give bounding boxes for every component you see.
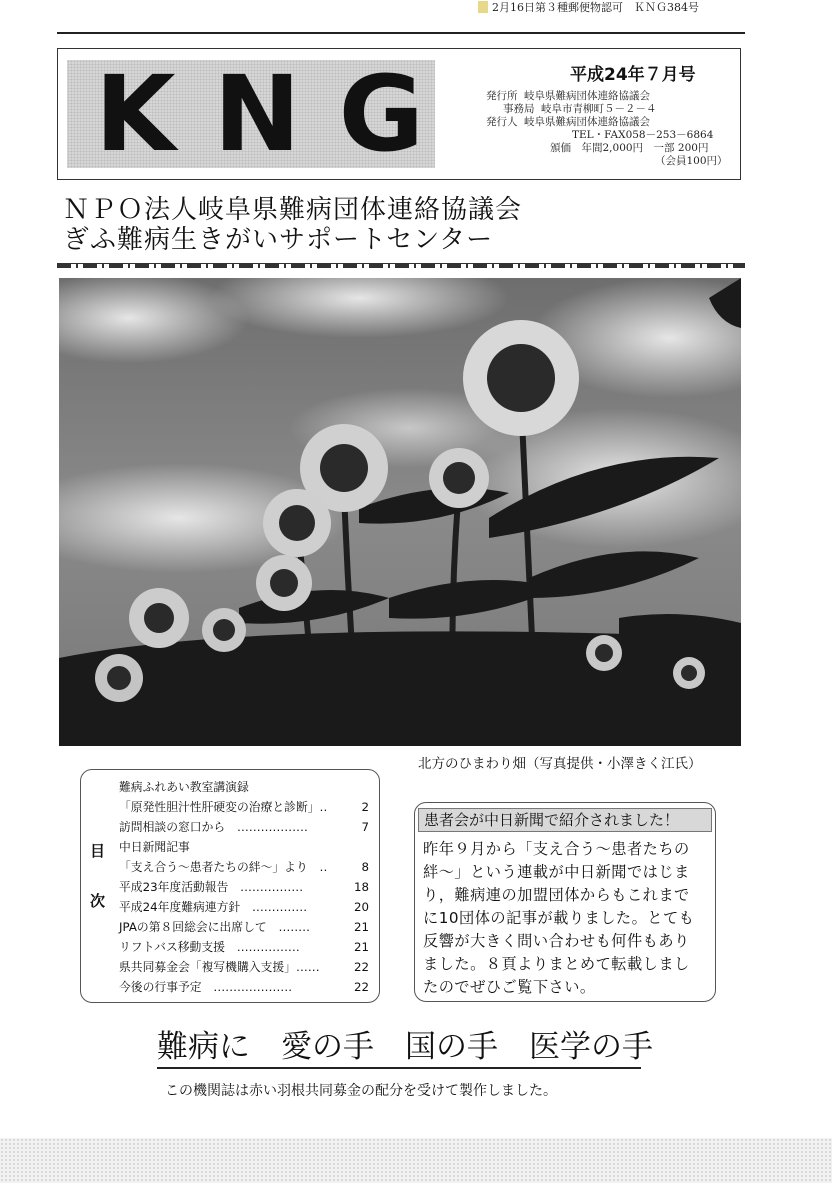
toc-item[interactable]: 中日新聞記事	[119, 840, 190, 854]
publisher-info: 発行所 岐阜県難病団体連絡協議会 事務局 岐阜市青柳町５－２－４ 発行人 岐阜県難病団体連絡協議会 TEL・FAX058－253－6864 頒価 年間2,000円 一部 200円 （会員100円）	[486, 90, 728, 167]
table-of-contents	[80, 769, 380, 1003]
sunflower-illustration	[59, 278, 741, 746]
issue-date: 平成24年７月号	[570, 65, 696, 85]
org-name-line2: ぎふ難病生きがいサポートセンター	[63, 225, 494, 255]
news-notice-body: 昨年９月から「支え合う～患者たちの 絆～」という連載が中日新聞ではじま り，難病連の加盟団体からもこれまで に10団体の記事が載りました。とても 反響が大きく問い合わせも何件もあり ました。８頁よりまとめて転載しまし たのでぜひご覧下さい。	[423, 840, 695, 996]
postal-permit-note: 2月16日第３種郵便物認可 ＫＮＧ384号	[478, 0, 748, 16]
toc-item[interactable]: 「支え合う～患者たちの絆～」より ‥ 8	[119, 860, 369, 874]
toc-item[interactable]: 平成23年度活動報告 ‥‥‥‥‥‥‥‥ 18	[119, 880, 369, 894]
toc-item[interactable]: 平成24年度難病連方針 ‥‥‥‥‥‥‥ 20	[119, 900, 369, 914]
sunflower-photo	[59, 278, 741, 746]
toc-item[interactable]: 「原発性胆汁性肝硬変の治療と診断」‥ 2	[119, 800, 369, 814]
toc-item[interactable]: 県共同募金会「複写機購入支援」‥‥‥ 22	[119, 960, 369, 974]
slogan: 難病に 愛の手 国の手 医学の手	[157, 1027, 641, 1069]
top-rule	[57, 32, 745, 34]
toc-item[interactable]: 今後の行事予定 ‥‥‥‥‥‥‥‥‥‥ 22	[119, 980, 369, 994]
toc-item[interactable]: JPAの第８回総会に出席して ‥‥‥‥ 21	[119, 920, 369, 934]
news-notice-title: 患者会が中日新聞で紹介されました！	[418, 808, 712, 832]
decorative-rule	[57, 263, 745, 268]
toc-item[interactable]: 難病ふれあい教室講演録	[119, 780, 249, 794]
photo-caption: 北方のひまわり畑（写真提供・小澤きく江氏）	[418, 756, 702, 772]
toc-label-bottom: 次	[90, 892, 106, 910]
kng-logo: KNG	[95, 53, 462, 175]
org-name-line1: ＮＰＯ法人岐阜県難病団体連絡協議会	[63, 195, 523, 225]
funding-note: この機関誌は赤い羽根共同募金の配分を受けて製作しました。	[165, 1083, 557, 1099]
toc-item[interactable]: リフトバス移動支援 ‥‥‥‥‥‥‥‥ 21	[119, 940, 369, 954]
toc-label-top: 目	[90, 842, 106, 860]
toc-item[interactable]: 訪問相談の窓口から ‥‥‥‥‥‥‥‥‥ 7	[119, 820, 369, 834]
dotted-footer-band	[0, 1138, 832, 1183]
permit-mark-icon	[478, 1, 488, 13]
